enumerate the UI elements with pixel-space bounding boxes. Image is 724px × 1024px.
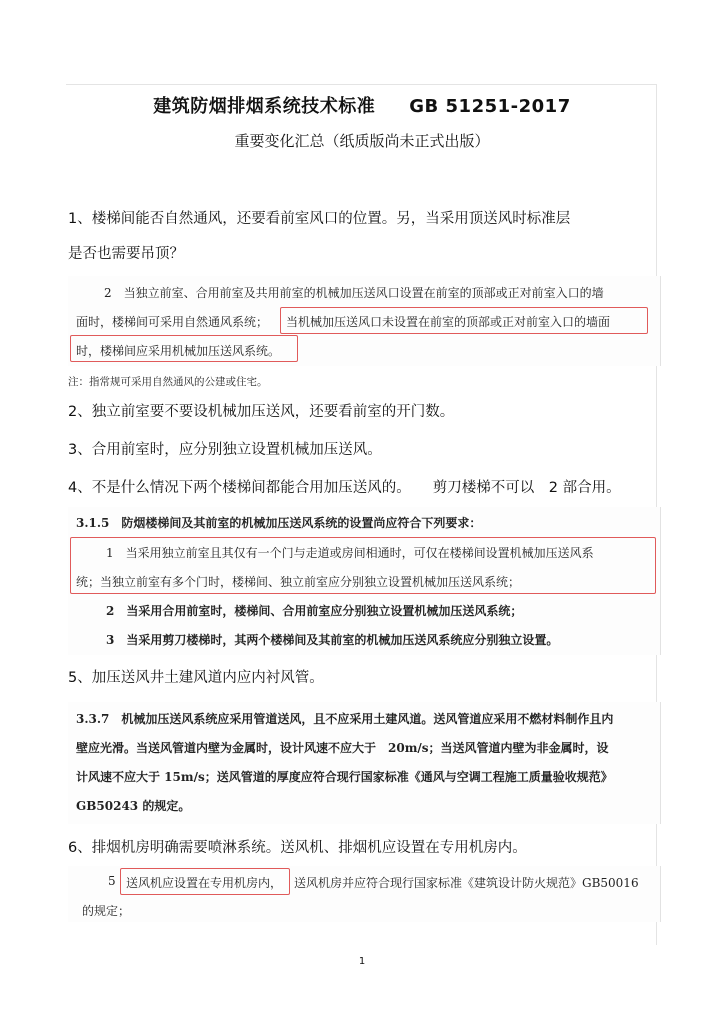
question-6: 6、排烟机房明确需要喷淋系统。送风机、排烟机应设置在专用机房内。 (68, 840, 527, 856)
excerpt-1-line-1: 2 当独立前室、合用前室及共用前室的机械加压送风口设置在前室的顶部或正对前室入口的墙 (104, 286, 604, 300)
excerpt-4-boxed-text: 送风机应设置在专用机房内， (126, 876, 283, 890)
highlight-box (70, 335, 298, 362)
excerpt-2-item-1-line-2: 统；当独立前室有多个门时，楼梯间、独立前室应分别独立设置机械加压送风系统； (76, 575, 521, 589)
question-3: 3、合用前室时，应分别独立设置机械加压送风。 (68, 442, 382, 458)
footnote: 注：指常规可采用自然通风的公建或住宅。 (68, 376, 268, 388)
question-4-part-b: 剪刀楼梯不可以 2 部合用。 (432, 480, 621, 496)
excerpt-4 (68, 866, 661, 922)
page-subtitle: 重要变化汇总（纸质版尚未正式出版） (234, 132, 490, 150)
excerpt-1-line-2a: 面时，楼梯间可采用自然通风系统； (76, 315, 269, 329)
question-5: 5、加压送风井土建风道内应内衬风管。 (68, 670, 324, 686)
excerpt-1-line-3: 时，楼梯间应采用机械加压送风系统。 (76, 344, 281, 358)
excerpt-3-line-3: 计风速不应大于 15m/s；送风管道的厚度应符合现行国家标准《通风与空调工程施工质量验收规范》 (76, 770, 613, 784)
excerpt-1 (68, 276, 661, 366)
highlight-box (280, 307, 648, 334)
excerpt-3-line-1: 3.3.7 机械加压送风系统应采用管道送风，且不应采用土建风道。送风管道应采用不燃材料制作且内 (76, 712, 614, 726)
question-2: 2、独立前室要不要设机械加压送风，还要看前室的开门数。 (68, 404, 455, 420)
excerpt-3-line-2: 壁应光滑。当送风管道内壁为金属时，设计风速不应大于 20m/s；当送风管道内壁为非金属时，设 (76, 741, 609, 755)
excerpt-3 (68, 702, 661, 824)
excerpt-2-item-2: 2 当采用合用前室时，楼梯间、合用前室应分别独立设置机械加压送风系统； (106, 604, 523, 618)
page-number: 1 (358, 956, 366, 967)
excerpt-2 (68, 507, 661, 655)
standard-code: GB 51251-2017 (409, 96, 571, 117)
highlight-box (120, 868, 290, 895)
excerpt-4-line-2: 的规定； (82, 904, 131, 918)
question-4-part-a: 4、不是什么情况下两个楼梯间都能合用加压送风的。 (68, 480, 411, 496)
question-1-line-1: 1、楼梯间能否自然通风，还要看前室风口的位置。另，当采用顶送风时标准层 (68, 211, 571, 227)
question-4 (68, 478, 621, 498)
question-1-line-2: 是否也需要吊顶？ (68, 246, 184, 262)
excerpt-4-rest: 送风机房并应符合现行国家标准《建筑设计防火规范》GB50016 (294, 876, 639, 890)
excerpt-2-heading: 3.1.5 防烟楼梯间及其前室的机械加压送风系统的设置尚应符合下列要求： (76, 516, 482, 530)
excerpt-2-item-3: 3 当采用剪刀楼梯时，其两个楼梯间及其前室的机械加压送风系统应分别独立设置。 (106, 633, 559, 647)
excerpt-4-item-number: 5 (108, 874, 116, 888)
excerpt-2-item-1-line-1: 1 当采用独立前室且其仅有一个门与走道或房间相通时，可仅在楼梯间设置机械加压送风系 (106, 546, 594, 560)
excerpt-1-line-2b: 当机械加压送风口未设置在前室的顶部或正对前室入口的墙面 (286, 315, 611, 329)
page-title (0, 92, 724, 118)
title-text: 建筑防烟排烟系统技术标准 (153, 96, 376, 117)
excerpt-3-line-4: GB50243 的规定。 (76, 799, 191, 813)
highlight-box (70, 537, 656, 594)
